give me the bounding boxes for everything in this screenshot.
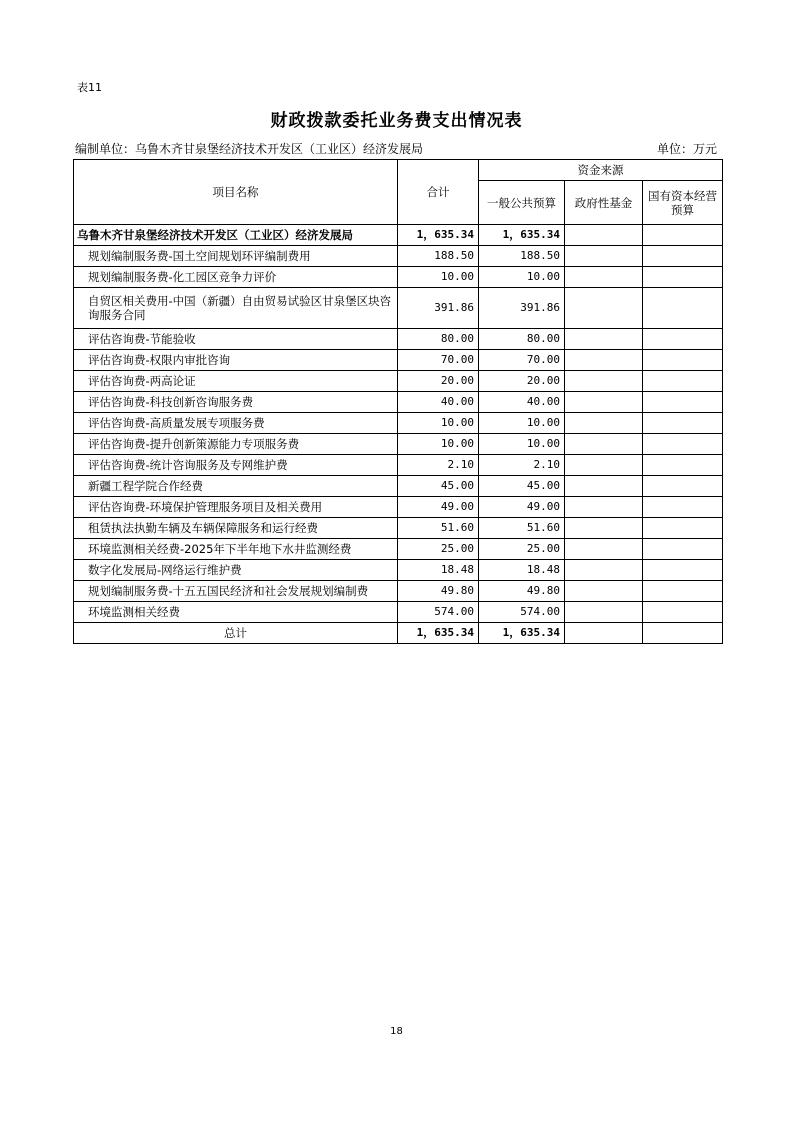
row-general: 25.00 <box>479 539 565 560</box>
header-gov-fund: 政府性基金 <box>565 181 643 225</box>
row-total: 10.00 <box>398 267 479 288</box>
row-govfund <box>565 392 643 413</box>
row-soe <box>643 518 723 539</box>
row-total: 49.00 <box>398 497 479 518</box>
row-soe <box>643 581 723 602</box>
row-soe <box>643 288 723 329</box>
row-name: 乌鲁木齐甘泉堡经济技术开发区（工业区）经济发展局 <box>74 225 398 246</box>
row-general: 45.00 <box>479 476 565 497</box>
row-total: 574.00 <box>398 602 479 623</box>
row-name: 评估咨询费-高质量发展专项服务费 <box>74 413 398 434</box>
row-govfund <box>565 539 643 560</box>
row-general: 188.50 <box>479 246 565 267</box>
row-general: 391.86 <box>479 288 565 329</box>
total-govfund <box>565 623 643 644</box>
row-name: 自贸区相关费用-中国（新疆）自由贸易试验区甘泉堡区块咨询服务合同 <box>74 288 398 329</box>
row-name: 评估咨询费-统计咨询服务及专网维护费 <box>74 455 398 476</box>
row-general: 70.00 <box>479 350 565 371</box>
agency-row <box>74 225 723 246</box>
compiling-unit: 编制单位：乌鲁木齐甘泉堡经济技术开发区（工业区）经济发展局 <box>75 142 424 156</box>
row-name: 评估咨询费-两高论证 <box>74 371 398 392</box>
row-soe <box>643 434 723 455</box>
row-name: 评估咨询费-权限内审批咨询 <box>74 350 398 371</box>
row-general: 40.00 <box>479 392 565 413</box>
row-soe <box>643 225 723 246</box>
row-total: 80.00 <box>398 329 479 350</box>
row-govfund <box>565 350 643 371</box>
row-govfund <box>565 434 643 455</box>
row-soe <box>643 246 723 267</box>
row-soe <box>643 350 723 371</box>
row-general: 49.80 <box>479 581 565 602</box>
table-row <box>74 497 723 518</box>
table-row <box>74 434 723 455</box>
row-govfund <box>565 371 643 392</box>
row-name: 环境监测相关经费 <box>74 602 398 623</box>
table-row <box>74 560 723 581</box>
row-soe <box>643 497 723 518</box>
row-general: 1，635.34 <box>479 225 565 246</box>
row-total: 391.86 <box>398 288 479 329</box>
total-soe <box>643 623 723 644</box>
row-total: 70.00 <box>398 350 479 371</box>
row-name: 规划编制服务费-十五五国民经济和社会发展规划编制费 <box>74 581 398 602</box>
row-govfund <box>565 602 643 623</box>
table-row <box>74 350 723 371</box>
row-govfund <box>565 518 643 539</box>
row-general: 20.00 <box>479 371 565 392</box>
table-row <box>74 371 723 392</box>
row-govfund <box>565 288 643 329</box>
row-govfund <box>565 455 643 476</box>
table-row <box>74 288 723 329</box>
row-soe <box>643 267 723 288</box>
row-soe <box>643 371 723 392</box>
row-total: 10.00 <box>398 413 479 434</box>
row-name: 租赁执法执勤车辆及车辆保障服务和运行经费 <box>74 518 398 539</box>
header-general-budget: 一般公共预算 <box>479 181 565 225</box>
row-general: 80.00 <box>479 329 565 350</box>
row-name: 评估咨询费-环境保护管理服务项目及相关费用 <box>74 497 398 518</box>
row-name: 评估咨询费-节能验收 <box>74 329 398 350</box>
total-amount: 1，635.34 <box>398 623 479 644</box>
row-soe <box>643 455 723 476</box>
table-row <box>74 329 723 350</box>
row-govfund <box>565 497 643 518</box>
table-row <box>74 246 723 267</box>
row-total: 10.00 <box>398 434 479 455</box>
table-row <box>74 392 723 413</box>
row-name: 规划编制服务费-化工园区竞争力评价 <box>74 267 398 288</box>
row-govfund <box>565 476 643 497</box>
row-total: 18.48 <box>398 560 479 581</box>
page-title: 财政拨款委托业务费支出情况表 <box>270 111 523 131</box>
row-govfund <box>565 267 643 288</box>
table-row <box>74 455 723 476</box>
row-general: 18.48 <box>479 560 565 581</box>
row-soe <box>643 329 723 350</box>
page-number: 18 <box>390 1026 403 1037</box>
table-row <box>74 602 723 623</box>
row-name: 评估咨询费-科技创新咨询服务费 <box>74 392 398 413</box>
row-total: 25.00 <box>398 539 479 560</box>
table-row <box>74 267 723 288</box>
total-general: 1，635.34 <box>479 623 565 644</box>
row-total: 45.00 <box>398 476 479 497</box>
row-total: 49.80 <box>398 581 479 602</box>
row-general: 574.00 <box>479 602 565 623</box>
row-soe <box>643 476 723 497</box>
row-soe <box>643 539 723 560</box>
row-total: 40.00 <box>398 392 479 413</box>
header-project-name: 项目名称 <box>74 160 398 225</box>
row-govfund <box>565 581 643 602</box>
table-row <box>74 476 723 497</box>
row-name: 环境监测相关经费-2025年下半年地下水井监测经费 <box>74 539 398 560</box>
row-soe <box>643 560 723 581</box>
row-general: 2.10 <box>479 455 565 476</box>
currency-unit: 单位：万元 <box>656 142 717 156</box>
total-label: 总计 <box>74 623 398 644</box>
table-number: 表11 <box>77 81 102 94</box>
row-soe <box>643 602 723 623</box>
row-general: 10.00 <box>479 413 565 434</box>
row-govfund <box>565 225 643 246</box>
row-total: 1，635.34 <box>398 225 479 246</box>
total-row <box>74 623 723 644</box>
row-general: 49.00 <box>479 497 565 518</box>
row-general: 10.00 <box>479 267 565 288</box>
row-name: 评估咨询费-提升创新策源能力专项服务费 <box>74 434 398 455</box>
row-total: 188.50 <box>398 246 479 267</box>
row-govfund <box>565 246 643 267</box>
row-soe <box>643 392 723 413</box>
row-soe <box>643 413 723 434</box>
row-general: 10.00 <box>479 434 565 455</box>
header-soe-budget: 国有资本经营预算 <box>643 181 723 225</box>
row-govfund <box>565 560 643 581</box>
header-fund-source: 资金来源 <box>479 160 723 181</box>
row-name: 新疆工程学院合作经费 <box>74 476 398 497</box>
table-row <box>74 518 723 539</box>
table-row <box>74 581 723 602</box>
expenditure-table <box>73 159 723 644</box>
row-total: 20.00 <box>398 371 479 392</box>
table-row <box>74 413 723 434</box>
table-row <box>74 539 723 560</box>
row-govfund <box>565 413 643 434</box>
row-general: 51.60 <box>479 518 565 539</box>
row-name: 数字化发展局-网络运行维护费 <box>74 560 398 581</box>
header-total: 合计 <box>398 160 479 225</box>
row-govfund <box>565 329 643 350</box>
row-name: 规划编制服务费-国土空间规划环评编制费用 <box>74 246 398 267</box>
row-total: 2.10 <box>398 455 479 476</box>
row-total: 51.60 <box>398 518 479 539</box>
